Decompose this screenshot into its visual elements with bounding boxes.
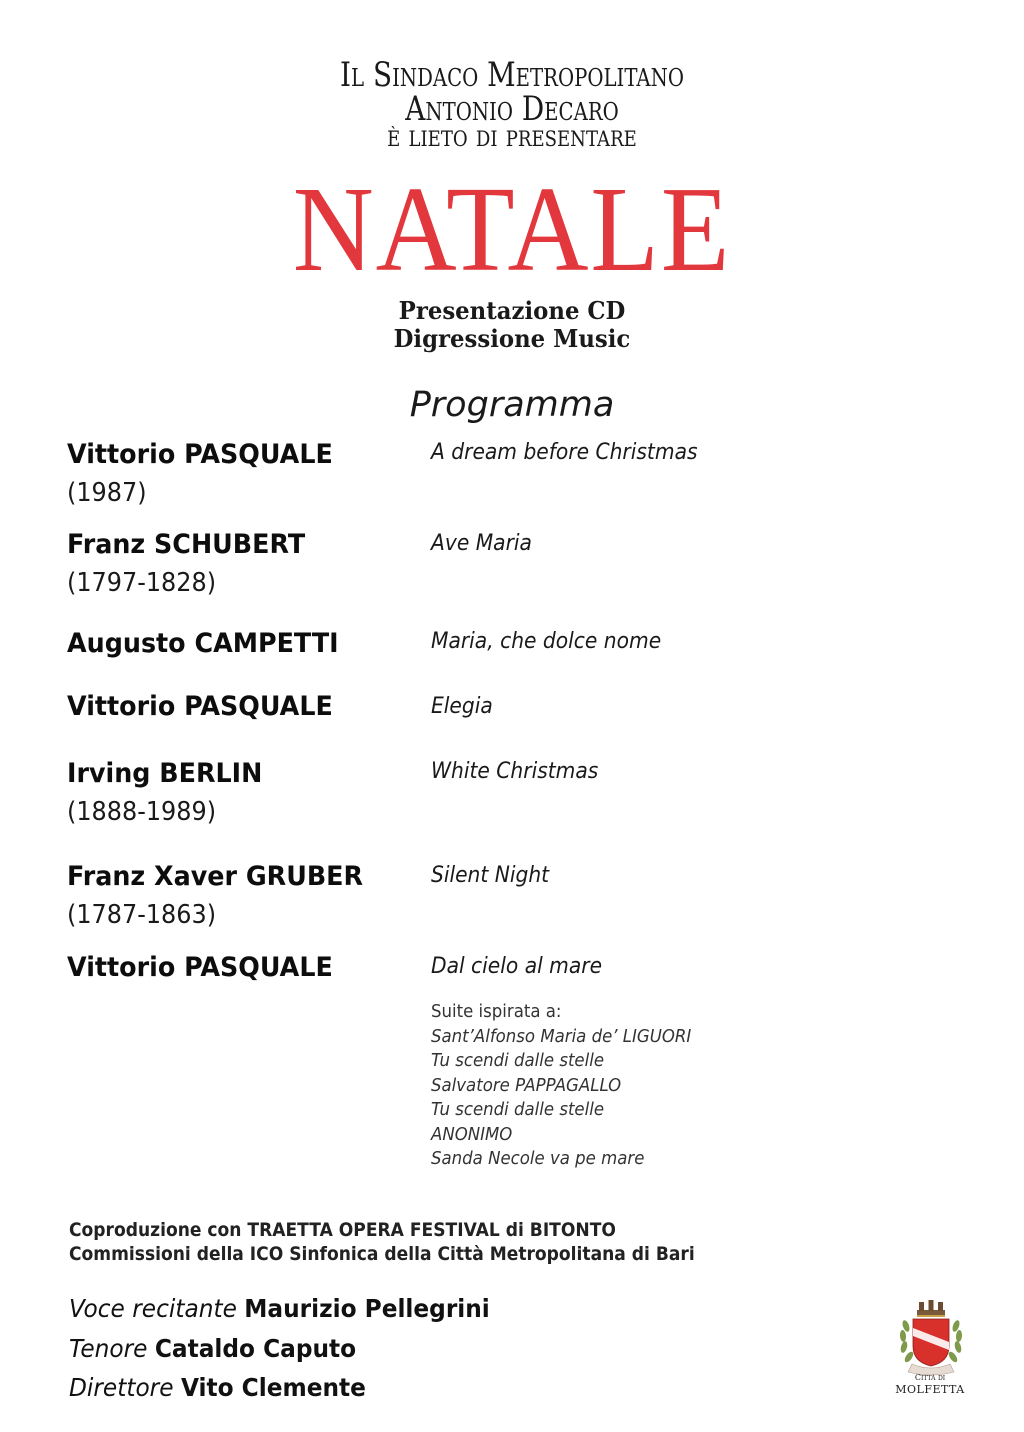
composer-name: Franz SCHUBERT	[67, 529, 306, 560]
suite-line: Tu scendi dalle stelle	[431, 1050, 605, 1071]
work-title: Dal cielo al mare	[431, 954, 603, 979]
composer-dates: (1787-1863)	[67, 900, 217, 930]
composer-dates: (1888-1989)	[67, 797, 217, 827]
commission-credit: Commissioni della ICO Sinfonica della Città Metropolitana di Bari	[69, 1243, 695, 1265]
composer-dates: (1987)	[67, 478, 147, 508]
performer-role: Voce recitante	[69, 1294, 237, 1323]
header-line-mayor-name: Antonio Decaro	[405, 89, 619, 129]
suite-heading: Suite ispirata a:	[431, 1001, 562, 1022]
logo-caption-name: MOLFETTA	[895, 1383, 965, 1396]
crown-icon	[917, 1300, 945, 1317]
header-line-mayor-title: Il Sindaco Metropolitano	[340, 55, 684, 95]
work-title: A dream before Christmas	[431, 440, 698, 465]
composer-name: Franz Xaver GRUBER	[67, 861, 364, 892]
suite-line: Sant’Alfonso Maria de’ LIGUORI	[431, 1025, 692, 1047]
performer-name: Vito Clemente	[180, 1373, 366, 1402]
work-title: White Christmas	[431, 759, 599, 784]
program-heading: Programma	[409, 385, 615, 425]
performer-role: Direttore	[69, 1373, 174, 1402]
performer-name: Cataldo Caputo	[154, 1334, 357, 1363]
event-subtitle-cd: Presentazione CD	[398, 296, 626, 325]
performer-name: Maurizio Pellegrini	[244, 1294, 490, 1323]
performer-role: Tenore	[69, 1334, 148, 1363]
work-title: Maria, che dolce nome	[431, 629, 662, 654]
composer-name: Vittorio PASQUALE	[67, 691, 333, 722]
performer-conductor	[69, 1371, 366, 1405]
suite-line: ANONIMO	[431, 1123, 513, 1145]
performer-narrator	[69, 1292, 490, 1326]
suite-line: Salvatore PAPPAGALLO	[431, 1074, 622, 1096]
coproduction-credit: Coproduzione con TRAETTA OPERA FESTIVAL di BITONTO	[69, 1219, 616, 1241]
work-title: Silent Night	[431, 863, 550, 888]
suite-line: Tu scendi dalle stelle	[431, 1099, 605, 1120]
composer-name: Irving BERLIN	[67, 758, 263, 789]
header-line-presents: è lieto di presentare	[387, 119, 637, 154]
composer-name: Augusto CAMPETTI	[67, 628, 339, 659]
work-title: Elegia	[431, 694, 493, 719]
performer-tenor	[69, 1332, 356, 1366]
logo-caption-city: Città di	[914, 1373, 946, 1382]
composer-name: Vittorio PASQUALE	[67, 952, 333, 983]
suite-line: Sanda Necole va pe mare	[431, 1148, 645, 1169]
work-title: Ave Maria	[431, 531, 532, 556]
composer-name: Vittorio PASQUALE	[67, 439, 333, 470]
event-subtitle-label: Digressione Music	[393, 324, 631, 353]
composer-dates: (1797-1828)	[67, 568, 217, 598]
event-title: NATALE	[292, 162, 732, 297]
